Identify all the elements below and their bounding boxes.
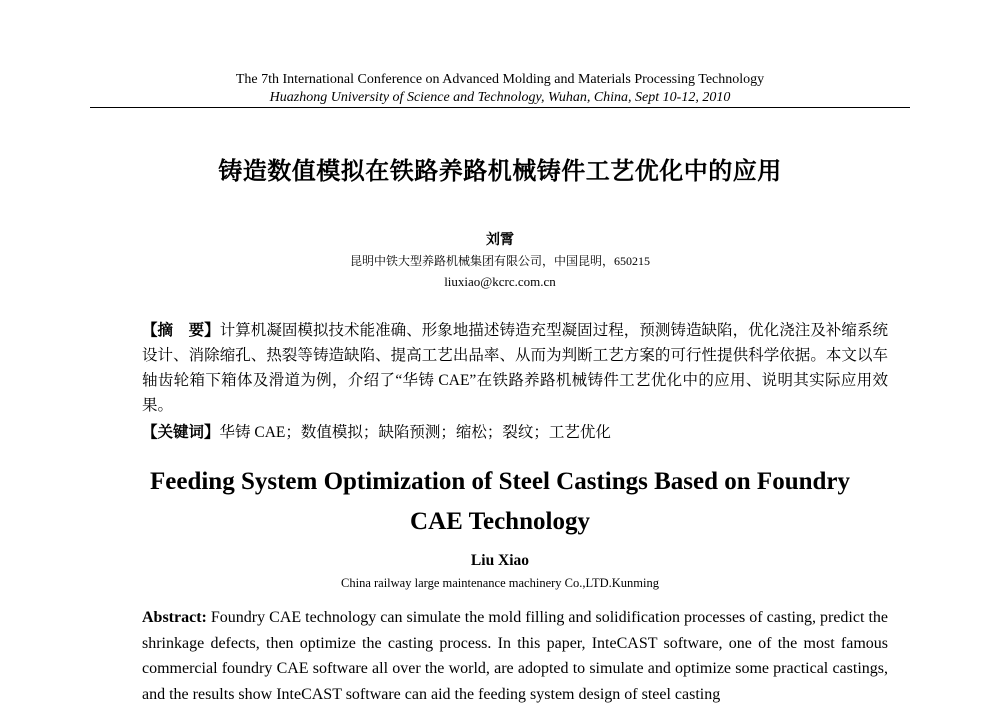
english-author: Liu Xiao (470, 552, 530, 569)
chinese-abstract-text: 计算机凝固模拟技术能准确、形象地描述铸造充型凝固过程，预测铸造缺陷，优化浇注及补缩系统设计、消除缩孔、热裂等铸造缺陷、提高工艺出品率、从而为判断工艺方案的可行性提供科学依据。本文以车轴齿轮箱下箱体及滑道为例，介绍了“华铸 CAE”在铁路养路机械铸件工艺优化中的应用、说明其实际应用效果。 (142, 322, 888, 414)
author-email: liuxiao@kcrc.com.cn (444, 274, 556, 289)
chinese-abstract-label: 【摘 要】 (142, 321, 220, 339)
english-abstract-label: Abstract: (142, 609, 207, 626)
english-affiliation: China railway large maintenance machinery Co.,LTD.Kunming (341, 576, 659, 590)
header-divider (90, 107, 910, 108)
english-title: Feeding System Optimization of Steel Castings Based on Foundry CAE Technology (149, 468, 851, 535)
chinese-author: 刘霄 (486, 232, 514, 248)
chinese-keywords (142, 420, 888, 445)
chinese-abstract (142, 318, 888, 418)
chinese-keywords-text: 华铸 CAE；数值模拟；缺陷预测；缩松；裂纹；工艺优化 (219, 424, 611, 441)
chinese-keywords-label: 【关键词】 (142, 423, 220, 441)
chinese-title: 铸造数值模拟在铁路养路机械铸件工艺优化中的应用 (218, 157, 782, 185)
english-abstract-text: Foundry CAE technology can simulate the mold filling and solidification processes of casting, predict the shrinkage defects, then optimize the casting process. In this paper, InteCAST software, one of the most famous commercial foundry CAE software all over the world, are adopted to simulate and optimize some practical castings, and the results show InteCAST software can aid the feeding system design of steel casting (142, 609, 888, 703)
chinese-affiliation: 昆明中铁大型养路机械集团有限公司，中国昆明，650215 (349, 254, 650, 268)
conference-header: The 7th International Conference on Advanced Molding and Materials Processing Technology (235, 72, 765, 87)
venue-line: Huazhong University of Science and Technology, Wuhan, China, Sept 10-12, 2010 (269, 90, 731, 105)
english-abstract (142, 605, 888, 707)
